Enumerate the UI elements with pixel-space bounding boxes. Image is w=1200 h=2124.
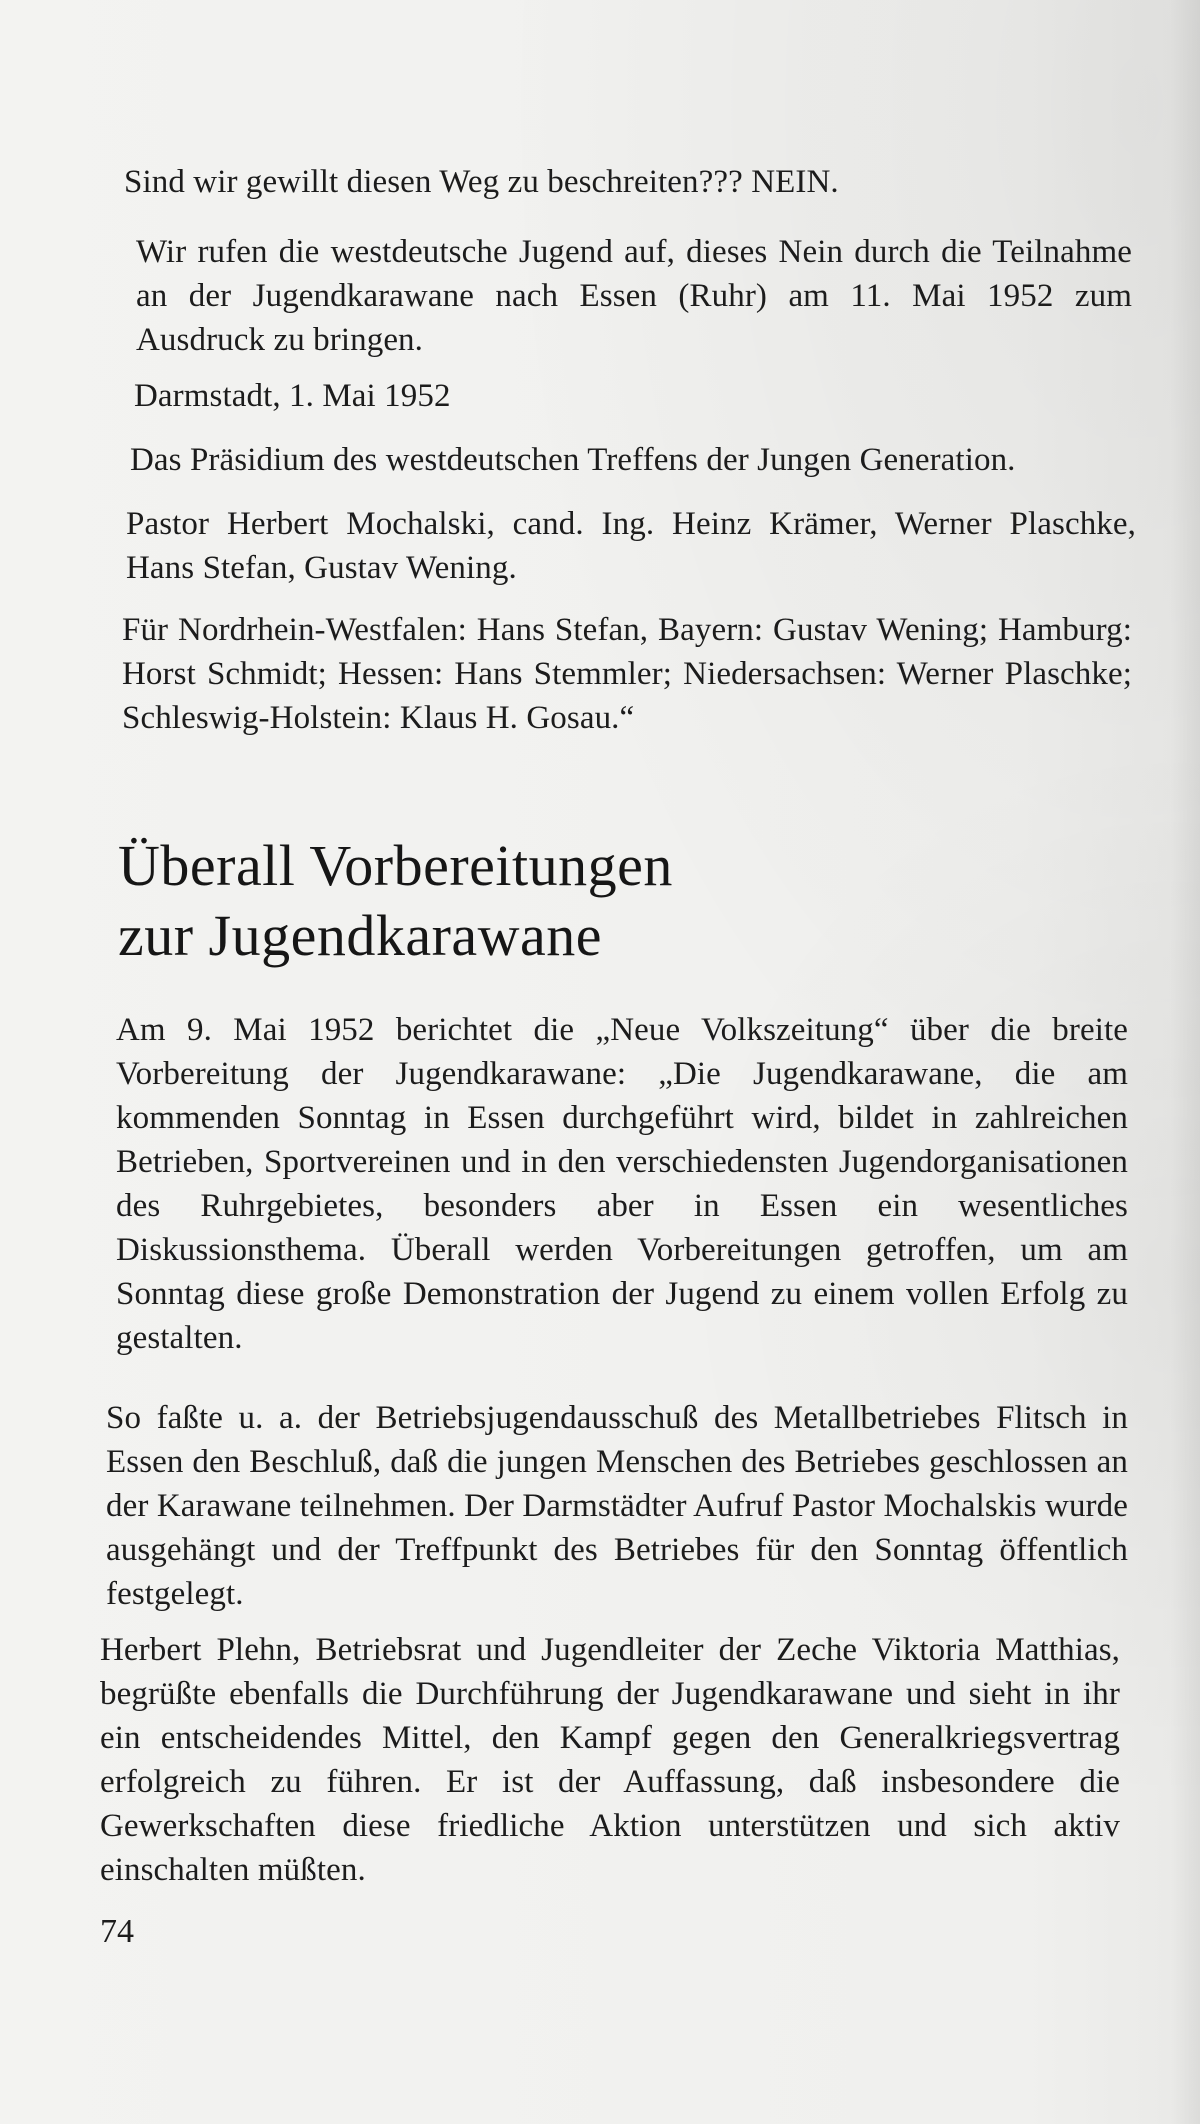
paragraph-place-date: Darmstadt, 1. Mai 1952 bbox=[134, 378, 451, 414]
paragraph-question: Sind wir gewillt diesen Weg zu beschreiten??? NEIN. bbox=[124, 164, 839, 200]
paragraph-praesidium: Das Präsidium des westdeutschen Treffens der Jungen Generation. bbox=[130, 442, 1016, 478]
section-heading-line-1: Überall Vorbereitungen bbox=[118, 833, 673, 898]
section-heading-line-2: zur Jugendkarawane bbox=[118, 903, 603, 968]
paragraph-appeal: Wir rufen die westdeutsche Jugend auf, dieses Nein durch die Teilnahme an der Jugendkarawane nach Essen (Ruhr) am 11. Mai 1952 zum Ausdruck zu bringen. bbox=[136, 234, 1132, 358]
paragraph-signatories: Pastor Herbert Mochalski, cand. Ing. Heinz Krämer, Werner Plaschke, Hans Stefan, Gustav Wening. bbox=[126, 506, 1136, 586]
paragraph-flitsch: So faßte u. a. der Betriebsjugendausschuß des Metallbetriebes Flitsch in Essen den Beschluß, daß die jungen Menschen des Betriebes geschlossen an der Karawane teilnehmen. Der Darmstädter Aufruf Pastor Mochalskis wurde ausgehängt und der Treffpunkt des Betriebes für den Sonntag öffentlich festgelegt. bbox=[106, 1400, 1128, 1612]
paragraph-plehn: Herbert Plehn, Betriebsrat und Jugendleiter der Zeche Viktoria Matthias, begrüßte ebenfalls die Durchführung der Jugendkarawane und sieht in ihr ein entscheidendes Mittel, den Kampf gegen den Generalkriegsvertrag erfolgreich zu führen. Er ist der Auffassung, daß insbesondere die Gewerkschaften diese friedliche Aktion unterstützen und sich aktiv einschalten müßten. bbox=[100, 1632, 1120, 1888]
page-edge-shadow bbox=[1170, 0, 1200, 2124]
paragraph-regional-contacts: Für Nordrhein-Westfalen: Hans Stefan, Bayern: Gustav Wening; Hamburg: Horst Schmidt; Hessen: Hans Stemmler; Niedersachsen: Werner Plaschke; Schleswig-Holstein: Klaus H. Gosau.“ bbox=[122, 612, 1132, 736]
page-number: 74 bbox=[100, 1913, 134, 1950]
paragraph-neue-volkszeitung: Am 9. Mai 1952 berichtet die „Neue Volkszeitung“ über die breite Vorbereitung der Jugendkarawane: „Die Jugendkarawane, die am kommenden Sonntag in Essen durchgeführt wird, bildet in zahlreichen Betrieben, Sportvereinen und in den verschiedensten Jugendorganisationen des Ruhrgebietes, besonders aber in Essen ein wesentliches Diskussionsthema. Überall werden Vorbereitungen getroffen, um am Sonntag diese große Demonstration der Jugend zu einem vollen Erfolg zu gestalten. bbox=[116, 1012, 1128, 1356]
